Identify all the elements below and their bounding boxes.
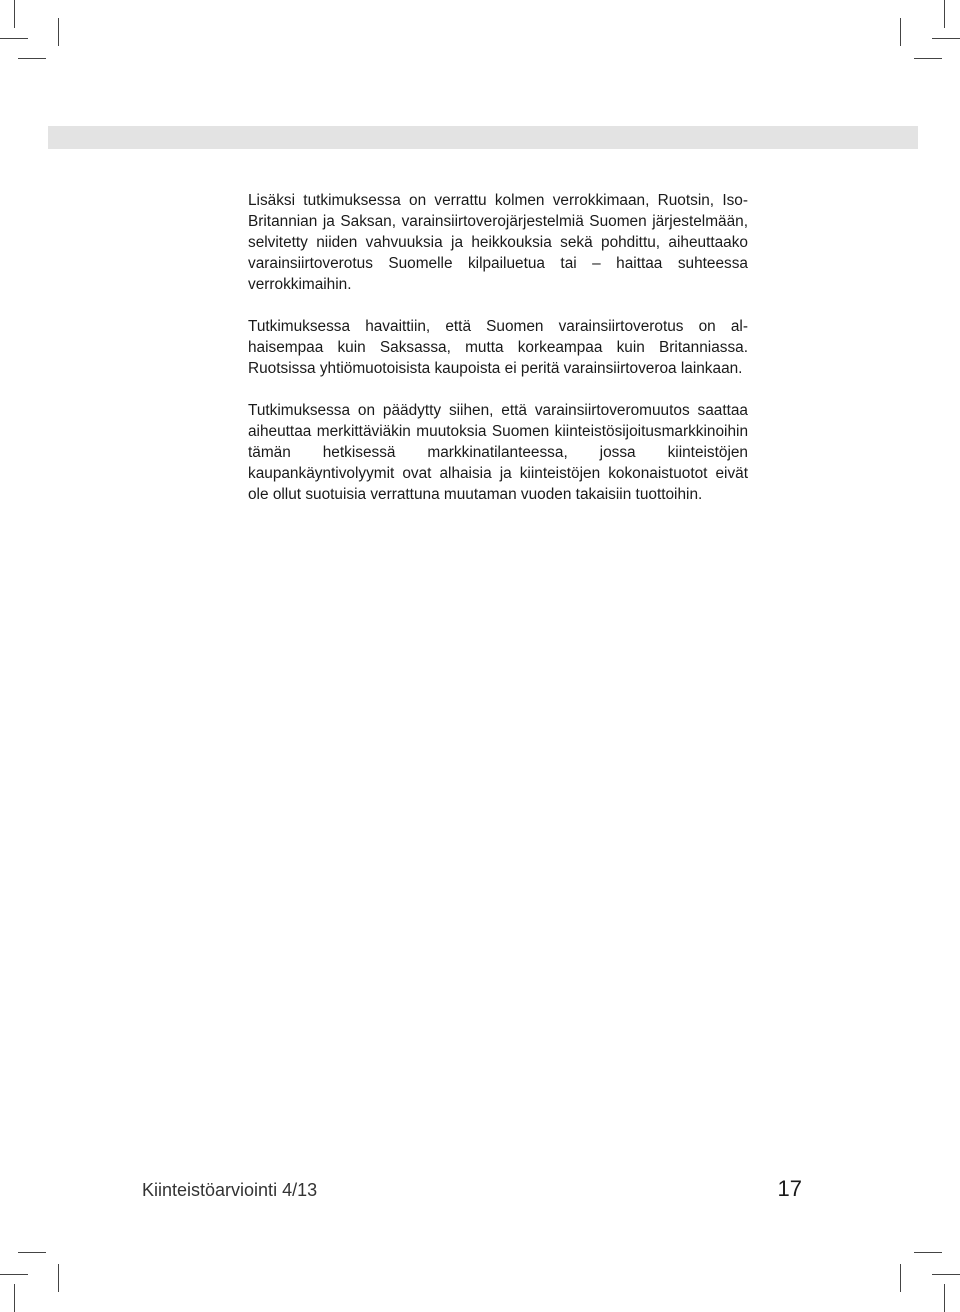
crop-mark <box>58 18 59 46</box>
crop-mark <box>58 1264 59 1292</box>
paragraph-2: Tutkimuksessa havaittiin, että Suomen varainsiirtoverotus on alhaisempaa kuin Saksassa, mutta korkeampaa kuin Britanniassa. Ruotsissa yhtiömuotoisista kaupoista ei peritä varainsiirtoveroa lainkaan. <box>248 318 748 377</box>
crop-mark <box>932 38 960 39</box>
header-bar <box>48 126 918 149</box>
publication-footer: Kiinteistöarviointi 4/13 <box>142 1180 318 1200</box>
crop-mark <box>18 58 46 59</box>
crop-mark <box>18 1252 46 1253</box>
crop-mark <box>914 58 942 59</box>
crop-mark <box>14 1284 15 1312</box>
article-body <box>248 190 748 526</box>
crop-mark <box>14 0 15 28</box>
crop-mark <box>0 38 28 39</box>
crop-mark <box>914 1252 942 1253</box>
paragraph-3: Tutkimuksessa on päädytty siihen, että varainsiirtoveromuutos saattaa aiheuttaa merkittäviäkin muutoksia Suomen kiinteistösijoitusmarkkinoihin tämän hetkisessä markkinatilanteessa, jossa kiinteistöjen kaupankäyntivolyymit ovat alhaisia ja kiinteistöjen kokonaistuotot eivät ole ollut suotuisia verrattuna muutaman vuoden takaisiin tuottoihin. <box>248 402 748 503</box>
crop-mark <box>944 0 945 28</box>
crop-mark <box>900 1264 901 1292</box>
crop-mark <box>944 1284 945 1312</box>
crop-mark <box>0 1274 28 1275</box>
page-number: 17 <box>777 1176 802 1201</box>
crop-mark <box>900 18 901 46</box>
crop-mark <box>932 1274 960 1275</box>
paragraph-1: Lisäksi tutkimuksessa on verrattu kolmen verrokkimaan, Ruotsin, Iso-Britannian ja Saksan, varainsiirtoverojärjestelmiä Suomen järjestelmään, selvitetty niiden vahvuuksia ja heikkouksia sekä pohdittu, aiheuttaako varainsiirtoverotus Suomelle kilpailuetua tai – haittaa suhteessa verrokkimaihin. <box>248 192 748 293</box>
